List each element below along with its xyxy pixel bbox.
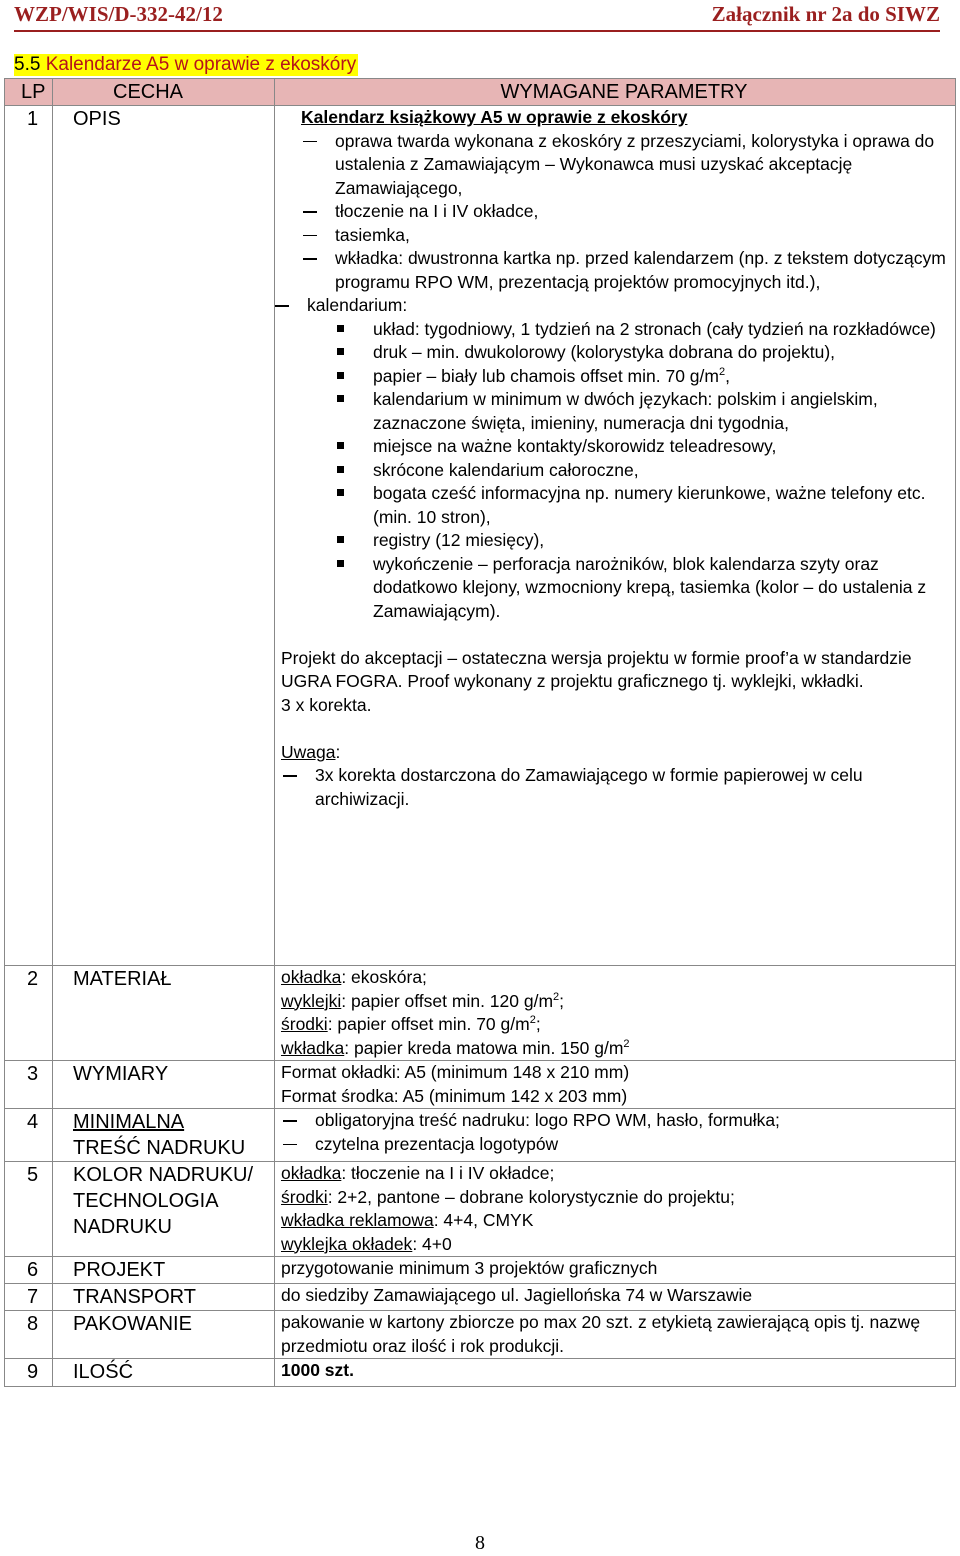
material-insert: wkładka: papier kreda matowa min. 150 $g/m^2$ [281, 1037, 630, 1058]
row-parameters [275, 1109, 956, 1162]
list-item [337, 365, 947, 389]
list-item: tłoczenie na I i IV okładce, [301, 200, 947, 224]
row-feature: PAKOWANIE [53, 1311, 275, 1359]
row-parameters [275, 106, 956, 966]
square-list [301, 318, 947, 624]
table-row-opis [5, 106, 956, 966]
row-number: 6 [5, 1257, 53, 1284]
list-item: tasiemka, [301, 224, 947, 248]
row-feature: WYMIARY [53, 1061, 275, 1109]
note-colon: : [335, 741, 341, 762]
row-feature: TRANSPORT [53, 1284, 275, 1311]
row-number: 7 [5, 1284, 53, 1311]
note-list [281, 764, 947, 811]
table-row-transport [5, 1284, 956, 1311]
print-insert: wkładka reklamowa: 4+4, CMYK [281, 1210, 534, 1230]
list-item: skrócone kalendarium całoroczne, [337, 459, 947, 483]
header-cecha: CECHA [53, 79, 275, 106]
list-item: wykończenie – perforacja narożników, blok kalendarza szyty oraz dodatkowo klejony, wzmocniony krepą, tasiemka (kolor – do ustalenia z Zamawiającym). [337, 553, 947, 624]
note-heading [281, 741, 947, 765]
row-number: 9 [5, 1359, 53, 1387]
list-item: bogata cześć informacyjna np. numery kierunkowe, ważne telefony etc. (min. 10 stron), [337, 482, 947, 529]
specification-table [4, 78, 956, 1387]
section-name: Kalendarze A5 w oprawie z ekoskóry [45, 54, 357, 75]
list-item: 3x korekta dostarczona do Zamawiającego w formie papierowej w celu archiwizacji. [281, 764, 947, 811]
row-number: 5 [5, 1162, 53, 1257]
reference-number: WZP/WIS/D-332-42/12 [14, 2, 223, 26]
list-item: miejsce na ważne kontakty/skorowidz teleadresowy, [337, 435, 947, 459]
table-row-pakowanie [5, 1311, 956, 1359]
list-item: kalendarium: [273, 294, 947, 318]
item-text: papier – biały lub chamois offset min. 70 g/m [373, 365, 719, 386]
row-parameters: do siedziby Zamawiającego ul. Jagiellońska 74 w Warszawie [275, 1284, 956, 1311]
dash-list-kalendarium [273, 294, 947, 318]
section-title [14, 54, 358, 76]
cover-format: Format okładki: A5 (minimum 148 x 210 mm) [281, 1062, 630, 1082]
row-number: 2 [5, 966, 53, 1061]
row-parameters: przygotowanie minimum 3 projektów graficznych [275, 1257, 956, 1284]
row-number: 8 [5, 1311, 53, 1359]
table-row-kolor [5, 1162, 956, 1257]
row-parameters [275, 1061, 956, 1109]
table-row-wymiary [5, 1061, 956, 1109]
row-number: 4 [5, 1109, 53, 1162]
list-item: wkładka: dwustronna kartka np. przed kalendarzem (np. z tekstem dotyczącym programu RPO WM, prezentacją projektów promocyjnych itd.), [301, 247, 947, 294]
row-feature: MATERIAŁ [53, 966, 275, 1061]
product-title: Kalendarz książkowy A5 w oprawie z ekoskóry [301, 107, 688, 127]
list-item: czytelna prezentacja logotypów [281, 1133, 947, 1157]
list-item: druk – min. dwukolorowy (kolorystyka dobrana do projektu), [337, 341, 947, 365]
attachment-label: Załącznik nr 2a do SIWZ [711, 2, 940, 26]
print-cover: okładka: tłoczenie na I i IV okładce; [281, 1163, 555, 1183]
list-item: obligatoryjna treść nadruku: logo RPO WM, hasło, formułka; [281, 1109, 947, 1133]
row-number: 1 [5, 106, 53, 966]
row-feature: ILOŚĆ [53, 1359, 275, 1387]
table-row-tresc [5, 1109, 956, 1162]
print-endpaper: wyklejka okładek: 4+0 [281, 1233, 452, 1254]
list-item: układ: tygodniowy, 1 tydzień na 2 stronach (cały tydzień na rozkładówce) [337, 318, 947, 342]
row-feature: PROJEKT [53, 1257, 275, 1284]
table-row-ilosc [5, 1359, 956, 1387]
row-feature: KOLOR NADRUKU/ TECHNOLOGIA NADRUKU [53, 1162, 275, 1257]
dash-list [301, 130, 947, 295]
header-lp: LP [5, 79, 53, 106]
list-item: oprawa twarda wykonana z ekoskóry z przeszyciami, kolorystyka i oprawa do ustalenia z Zamawiającym – Wykonawca musi uzyskać akceptację Zamawiającego, [301, 130, 947, 201]
item-text-end: , [725, 365, 730, 386]
row-parameters: pakowanie w kartony zbiorcze po max 20 szt. z etykietą zawierającą opis tj. nazwę przedmiotu oraz ilość i rok produkcji. [275, 1311, 956, 1359]
table-row-projekt [5, 1257, 956, 1284]
print-inside: środki: 2+2, pantone – dobrane kolorystycznie do projektu; [281, 1186, 735, 1207]
row-parameters [275, 966, 956, 1061]
row-feature: MINIMALNA TREŚĆ NADRUKU [53, 1109, 275, 1162]
dash-list [275, 1109, 947, 1156]
list-item: kalendarium w minimum w dwóch językach: polskim i angielskim, zaznaczone święta, imieniny, numeracja dni tygodnia, [337, 388, 947, 435]
list-item: registry (12 miesięcy), [337, 529, 947, 553]
material-inside: środki: papier offset min. 70 $g/m^2$; [281, 1014, 541, 1034]
proof-text: Projekt do akceptacji – ostateczna wersja projektu w formie proof’a w standardzie UGRA FOGRA. Proof wykonany z projektu graficznego tj. wyklejki, wkładki. [281, 647, 912, 691]
document-header [14, 2, 940, 32]
material-cover: okładka: ekoskóra; [281, 967, 427, 987]
table-header-row [5, 79, 956, 106]
material-endpapers: wyklejki: papier offset min. 120 $g/m^2$; [281, 990, 565, 1011]
note-label: Uwaga [281, 741, 336, 762]
row-parameters [275, 1162, 956, 1257]
inside-format: Format środka: A5 (minimum 142 x 203 mm) [281, 1085, 628, 1106]
proof-corrections: 3 x korekta. [281, 694, 372, 715]
superscript: 2 [718, 365, 726, 378]
header-parametry: WYMAGANE PARAMETRY [275, 79, 956, 106]
table-row-material [5, 966, 956, 1061]
row-feature: OPIS [53, 106, 275, 966]
proof-paragraph [281, 647, 947, 812]
row-parameters: 1000 szt. [275, 1359, 956, 1387]
page-number: 8 [475, 1532, 485, 1554]
row-number: 3 [5, 1061, 53, 1109]
section-number: 5.5 [14, 54, 41, 75]
